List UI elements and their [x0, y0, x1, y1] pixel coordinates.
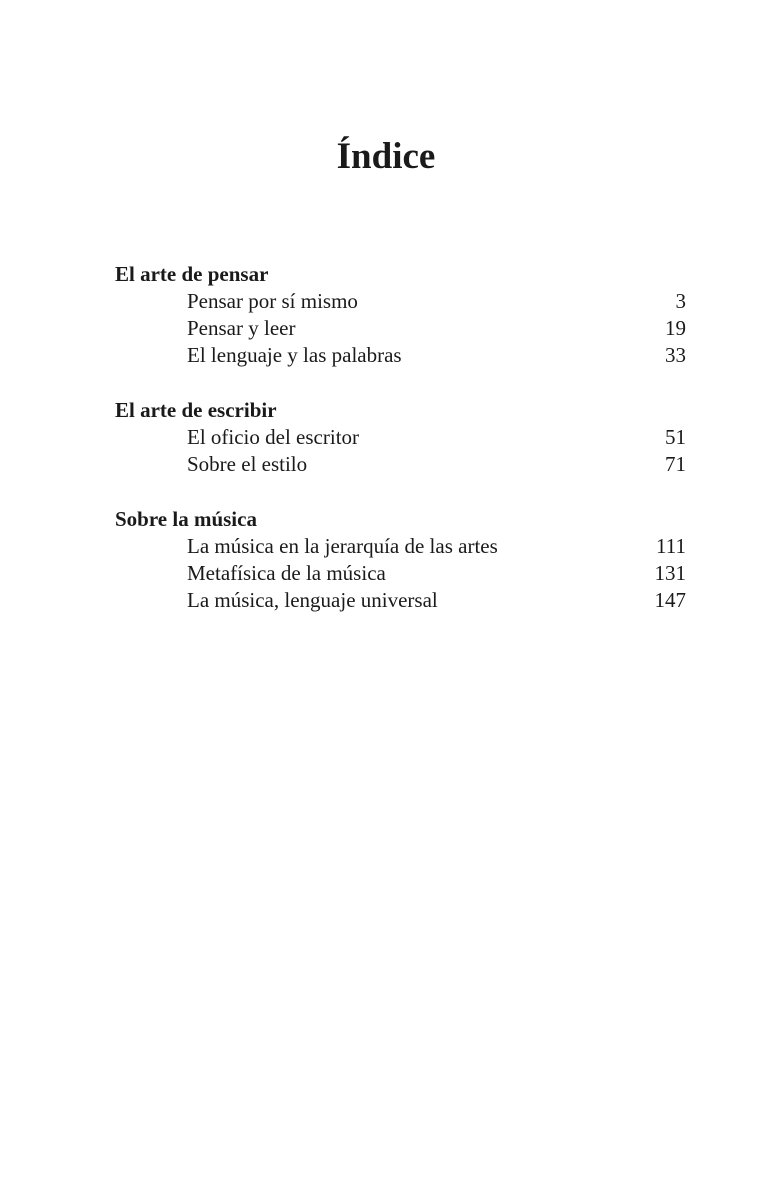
- section-title: El arte de escribir: [115, 398, 277, 422]
- entry-page-number: 131: [654, 561, 686, 585]
- toc-entry: [115, 315, 686, 342]
- toc-entry: [115, 342, 686, 369]
- section-title: El arte de pensar: [115, 262, 269, 286]
- entry-page-number: 19: [665, 316, 686, 340]
- entry-page-number: 51: [665, 425, 686, 449]
- toc-entry: [115, 587, 686, 614]
- entry-page-number: 3: [675, 289, 686, 313]
- toc-section: [115, 260, 686, 369]
- entry-label: Metafísica de la música: [187, 561, 386, 585]
- entry-label: La música en la jerarquía de las artes: [187, 534, 498, 558]
- table-of-contents: [115, 260, 686, 641]
- page-title: Índice: [336, 136, 436, 177]
- toc-entry: [115, 451, 686, 478]
- toc-section: [115, 505, 686, 614]
- toc-entry: [115, 533, 686, 560]
- entry-label: La música, lenguaje universal: [187, 588, 438, 612]
- entry-page-number: 147: [654, 588, 686, 612]
- entry-label: El lenguaje y las palabras: [187, 343, 402, 367]
- toc-entry: [115, 288, 686, 315]
- section-title: Sobre la música: [115, 507, 257, 531]
- entry-page-number: 71: [665, 452, 686, 476]
- toc-section: [115, 396, 686, 478]
- toc-entry: [115, 560, 686, 587]
- entry-label: Pensar y leer: [187, 316, 296, 340]
- toc-entry: [115, 424, 686, 451]
- entry-label: El oficio del escritor: [187, 425, 360, 449]
- entry-label: Sobre el estilo: [187, 452, 308, 476]
- entry-label: Pensar por sí mismo: [187, 289, 358, 313]
- entry-page-number: 33: [665, 343, 686, 367]
- entry-page-number: 111: [656, 534, 686, 558]
